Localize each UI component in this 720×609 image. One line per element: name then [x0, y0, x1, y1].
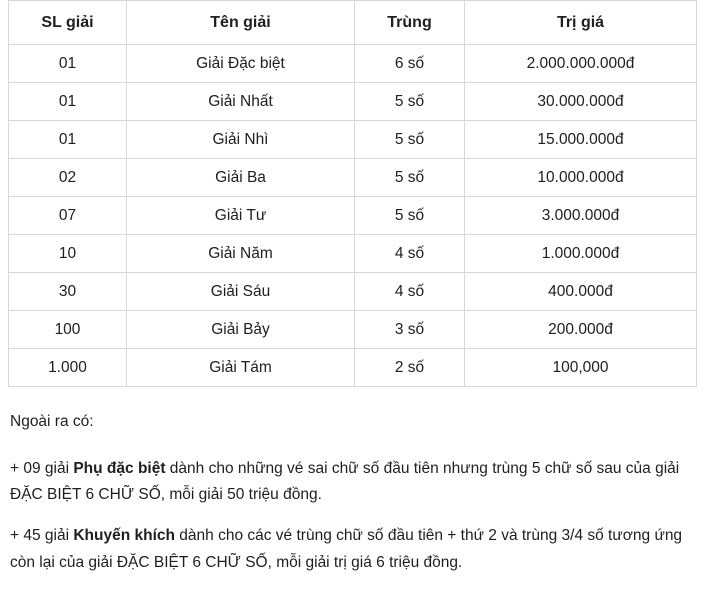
cell-prize-name: Giải Tám — [127, 349, 355, 387]
cell-match: 4 số — [355, 235, 465, 273]
note-consolation-prefix: + 45 giải — [10, 526, 74, 544]
note-consolation — [10, 523, 710, 576]
table-row — [9, 45, 697, 83]
cell-value: 10.000.000đ — [465, 159, 697, 197]
cell-prize-name: Giải Sáu — [127, 273, 355, 311]
note-consolation-rest: dành cho các vé trùng chữ số đầu tiên + thứ 2 và trùng 3/4 số tương ứng còn lại của giải ĐẶC BIỆT 6 CHỮ SỐ, mỗi giải trị giá 6 triệu đồng. — [10, 526, 683, 571]
cell-value: 30.000.000đ — [465, 83, 697, 121]
cell-match: 5 số — [355, 159, 465, 197]
table-row — [9, 197, 697, 235]
cell-quantity: 01 — [9, 121, 127, 159]
cell-quantity: 10 — [9, 235, 127, 273]
note-special-extra-rest: dành cho những vé sai chữ số đầu tiên nhưng trùng 5 chữ số sau của giải ĐẶC BIỆT 6 CHỮ SỐ, mỗi giải 50 triệu đồng. — [10, 459, 680, 504]
column-header-prize-name: Tên giải — [127, 1, 355, 45]
table-row — [9, 83, 697, 121]
table-row — [9, 121, 697, 159]
cell-match: 6 số — [355, 45, 465, 83]
cell-quantity: 30 — [9, 273, 127, 311]
table-row — [9, 235, 697, 273]
note-special-extra-prefix: + 09 giải — [10, 459, 74, 477]
cell-value: 3.000.000đ — [465, 197, 697, 235]
prize-table — [8, 0, 697, 387]
column-header-value: Trị giá — [465, 1, 697, 45]
table-header — [9, 1, 697, 45]
notes-intro: Ngoài ra có: — [10, 413, 94, 430]
column-header-quantity: SL giải — [9, 1, 127, 45]
note-special-extra — [10, 456, 710, 509]
cell-value: 1.000.000đ — [465, 235, 697, 273]
cell-value: 400.000đ — [465, 273, 697, 311]
cell-quantity: 01 — [9, 45, 127, 83]
table-row — [9, 273, 697, 311]
cell-quantity: 02 — [9, 159, 127, 197]
column-header-match: Trùng — [355, 1, 465, 45]
cell-quantity: 01 — [9, 83, 127, 121]
table-row — [9, 159, 697, 197]
cell-value: 15.000.000đ — [465, 121, 697, 159]
table-row — [9, 349, 697, 387]
cell-quantity: 07 — [9, 197, 127, 235]
cell-value: 200.000đ — [465, 311, 697, 349]
cell-prize-name: Giải Ba — [127, 159, 355, 197]
table-header-row — [9, 1, 697, 45]
cell-value: 2.000.000.000đ — [465, 45, 697, 83]
cell-prize-name: Giải Đặc biệt — [127, 45, 355, 83]
cell-value: 100,000 — [465, 349, 697, 387]
cell-match: 5 số — [355, 83, 465, 121]
cell-prize-name: Giải Nhì — [127, 121, 355, 159]
cell-match: 5 số — [355, 197, 465, 235]
cell-match: 2 số — [355, 349, 465, 387]
cell-match: 5 số — [355, 121, 465, 159]
note-special-extra-bold: Phụ đặc biệt — [73, 459, 166, 477]
cell-match: 3 số — [355, 311, 465, 349]
cell-prize-name: Giải Bảy — [127, 311, 355, 349]
cell-quantity: 100 — [9, 311, 127, 349]
note-consolation-bold: Khuyến khích — [73, 526, 175, 544]
cell-prize-name: Giải Năm — [127, 235, 355, 273]
table-row — [9, 311, 697, 349]
cell-prize-name: Giải Tư — [127, 197, 355, 235]
cell-match: 4 số — [355, 273, 465, 311]
cell-prize-name: Giải Nhất — [127, 83, 355, 121]
notes-section — [0, 409, 720, 576]
cell-quantity: 1.000 — [9, 349, 127, 387]
table-body — [9, 45, 697, 387]
